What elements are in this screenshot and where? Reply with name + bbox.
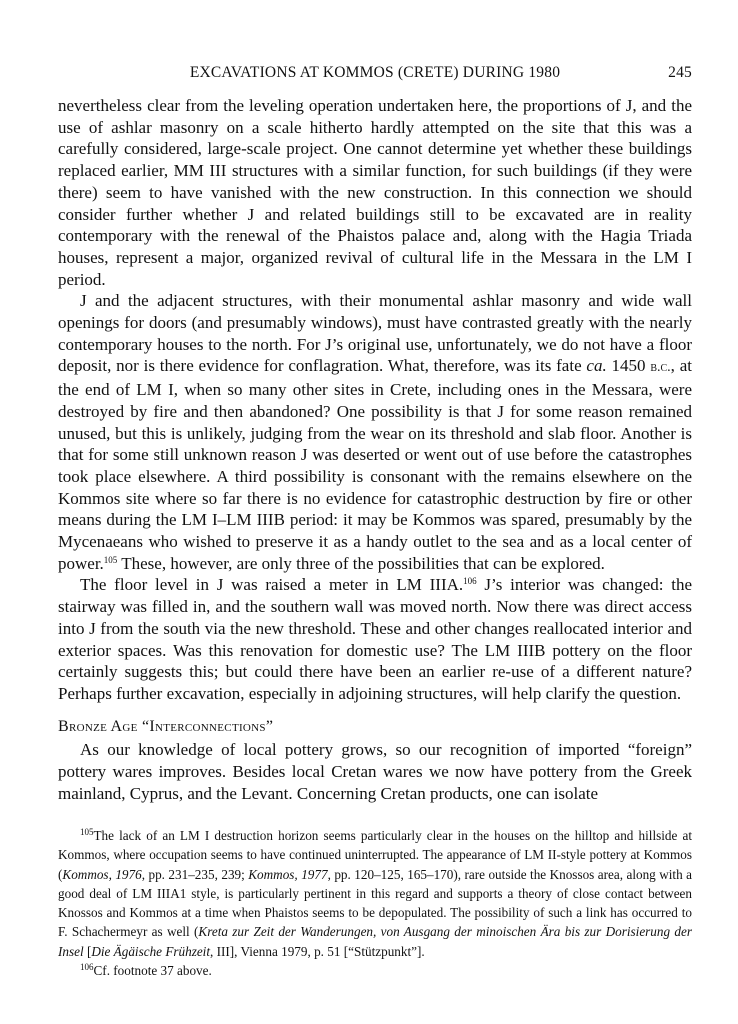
- citation-kommos-1976: Kommos, 1976: [62, 866, 142, 882]
- citation-kreta-book: Kreta zur Zeit der Wanderungen, von Ausgang der minoischen Ära bis zur Dorisierung der Insel: [58, 924, 692, 959]
- footnote-ref-106[interactable]: 106: [463, 576, 477, 587]
- footnote-105: [58, 826, 692, 961]
- paragraph-4: As our knowledge of local pottery grows, so our recognition of imported “foreign” pottery wares improves. Besides local Cretan wares we now have pottery from the Greek mainland, Cyprus, and the Levant. Concerning Cretan products, one can isolate: [58, 740, 692, 803]
- page-number: 245: [668, 64, 692, 81]
- section-heading: Bronze Age “Interconnections”: [58, 717, 274, 735]
- footnote-106-text: Cf. footnote 37 above.: [93, 963, 212, 979]
- paragraph-2: [58, 290, 692, 574]
- paragraph-2-text-a: J and the adjacent structures, with their monumental ashlar masonry and wide wall openings for doors (and presumably windows), must have contrasted greatly with the nearly contemporary houses to the north. For J’s original use, unfortunately, we do not have a floor deposit, nor is there evidence for conflagration. What, therefore, was its fate: [58, 291, 692, 376]
- footnote-105-text-a: The lack of an LM I destruction horizon seems particularly clear in the houses on the hilltop and hillside at Kommos, where occupation seems to have continued uninterrupted. The appearance of LM II-style pottery at Kommos (: [58, 828, 692, 882]
- paragraph-3-text-a: The floor level in J was raised a meter in LM IIIA.: [80, 575, 464, 595]
- footnote-105-text-b: , pp. 231–235, 239;: [141, 866, 249, 882]
- circa-abbrev: ca.: [586, 356, 607, 376]
- footnotes: [58, 826, 692, 980]
- paragraph-2-text-c: , at the end of LM I, when so many other sites in Crete, including ones in the Messara, were destroyed by fire and then abandoned? One possibility is that J for some reason remained unused, but this is unlikely, judging from the wear on its threshold and slab floor. Another is that for some still unknown reason J was deserted or went out of use before the catastrophes took place elsewhere. A third possibility is consonant with the remains elsewhere on the Kommos site where so far there is no evidence for catastrophic destruction by fire or other means during the LM I–LM IIIB period: it may be Kommos was spared, presumably by the Mycenaeans who wished to preserve it as a handy outlet to the sea and as a local center of power.: [58, 356, 692, 573]
- footnote-105-number: 105: [80, 827, 94, 837]
- paragraph-3: [58, 574, 692, 704]
- main-text: [58, 95, 692, 805]
- footnote-106-number: 106: [80, 962, 94, 973]
- footnote-ref-105[interactable]: 105: [103, 554, 118, 565]
- footnote-105-text-d: [: [83, 943, 92, 959]
- running-title: EXCAVATIONS AT KOMMOS (CRETE) DURING 1980: [189, 64, 561, 81]
- footnote-106: [58, 961, 692, 980]
- paragraph-2-text-d: These, however, are only three of the possibilities that can be explored.: [117, 553, 605, 573]
- paragraph-1: nevertheless clear from the leveling operation undertaken here, the proportions of J, and the use of ashlar masonry on a scale hitherto hardly attempted on the site that this was a carefully considered, large-scale project. One cannot determine yet whether these buildings replaced earlier, MM III structures with a similar function, for such buildings (if they were there) seem to have vanished with the new construction. In this connection we should consider further whether J and related buildings still to be excavated are in reality contemporary with the renewal of the Phaistos palace and, along with the Hagia Triada houses, represent a major, organized revival of cultural life in the Messara in the LM I period.: [58, 96, 692, 289]
- paragraph-3-text-b: J’s interior was changed: the stairway was filled in, and the southern wall was moved north. Now there was direct access into J from the south via the new threshold. These and other changes reallocated interior and exterior spaces. Was this renovation for domestic use? The LM IIIB pottery on the floor certainly suggests this; but could there have been an earlier re-use of a different nature? Perhaps further excavation, especially in adjoining structures, will help clarify the question.: [58, 575, 693, 703]
- footnote-105-text-e: , III], Vienna 1979, p. 51 [“Stützpunkt”].: [210, 943, 425, 959]
- bc-abbrev: b.c.: [650, 360, 671, 376]
- citation-kommos-1977: Kommos, 1977: [248, 866, 328, 882]
- running-header: [58, 64, 692, 86]
- footnote-105-text-c: , pp. 120–125, 165–170), rare outside the Knossos area, along with a good deal of LM IIIA1 style, is particularly pertinent in this regard and supports a theory of close contact between Knossos and Kommos at a time when Phaistos seems to be depopulated. The possibility of such a link has occurred to F. Schachermeyr as well (: [58, 866, 693, 940]
- paragraph-2-text-b: 1450: [606, 356, 651, 376]
- citation-series: Die Ägäische Frühzeit: [91, 943, 211, 959]
